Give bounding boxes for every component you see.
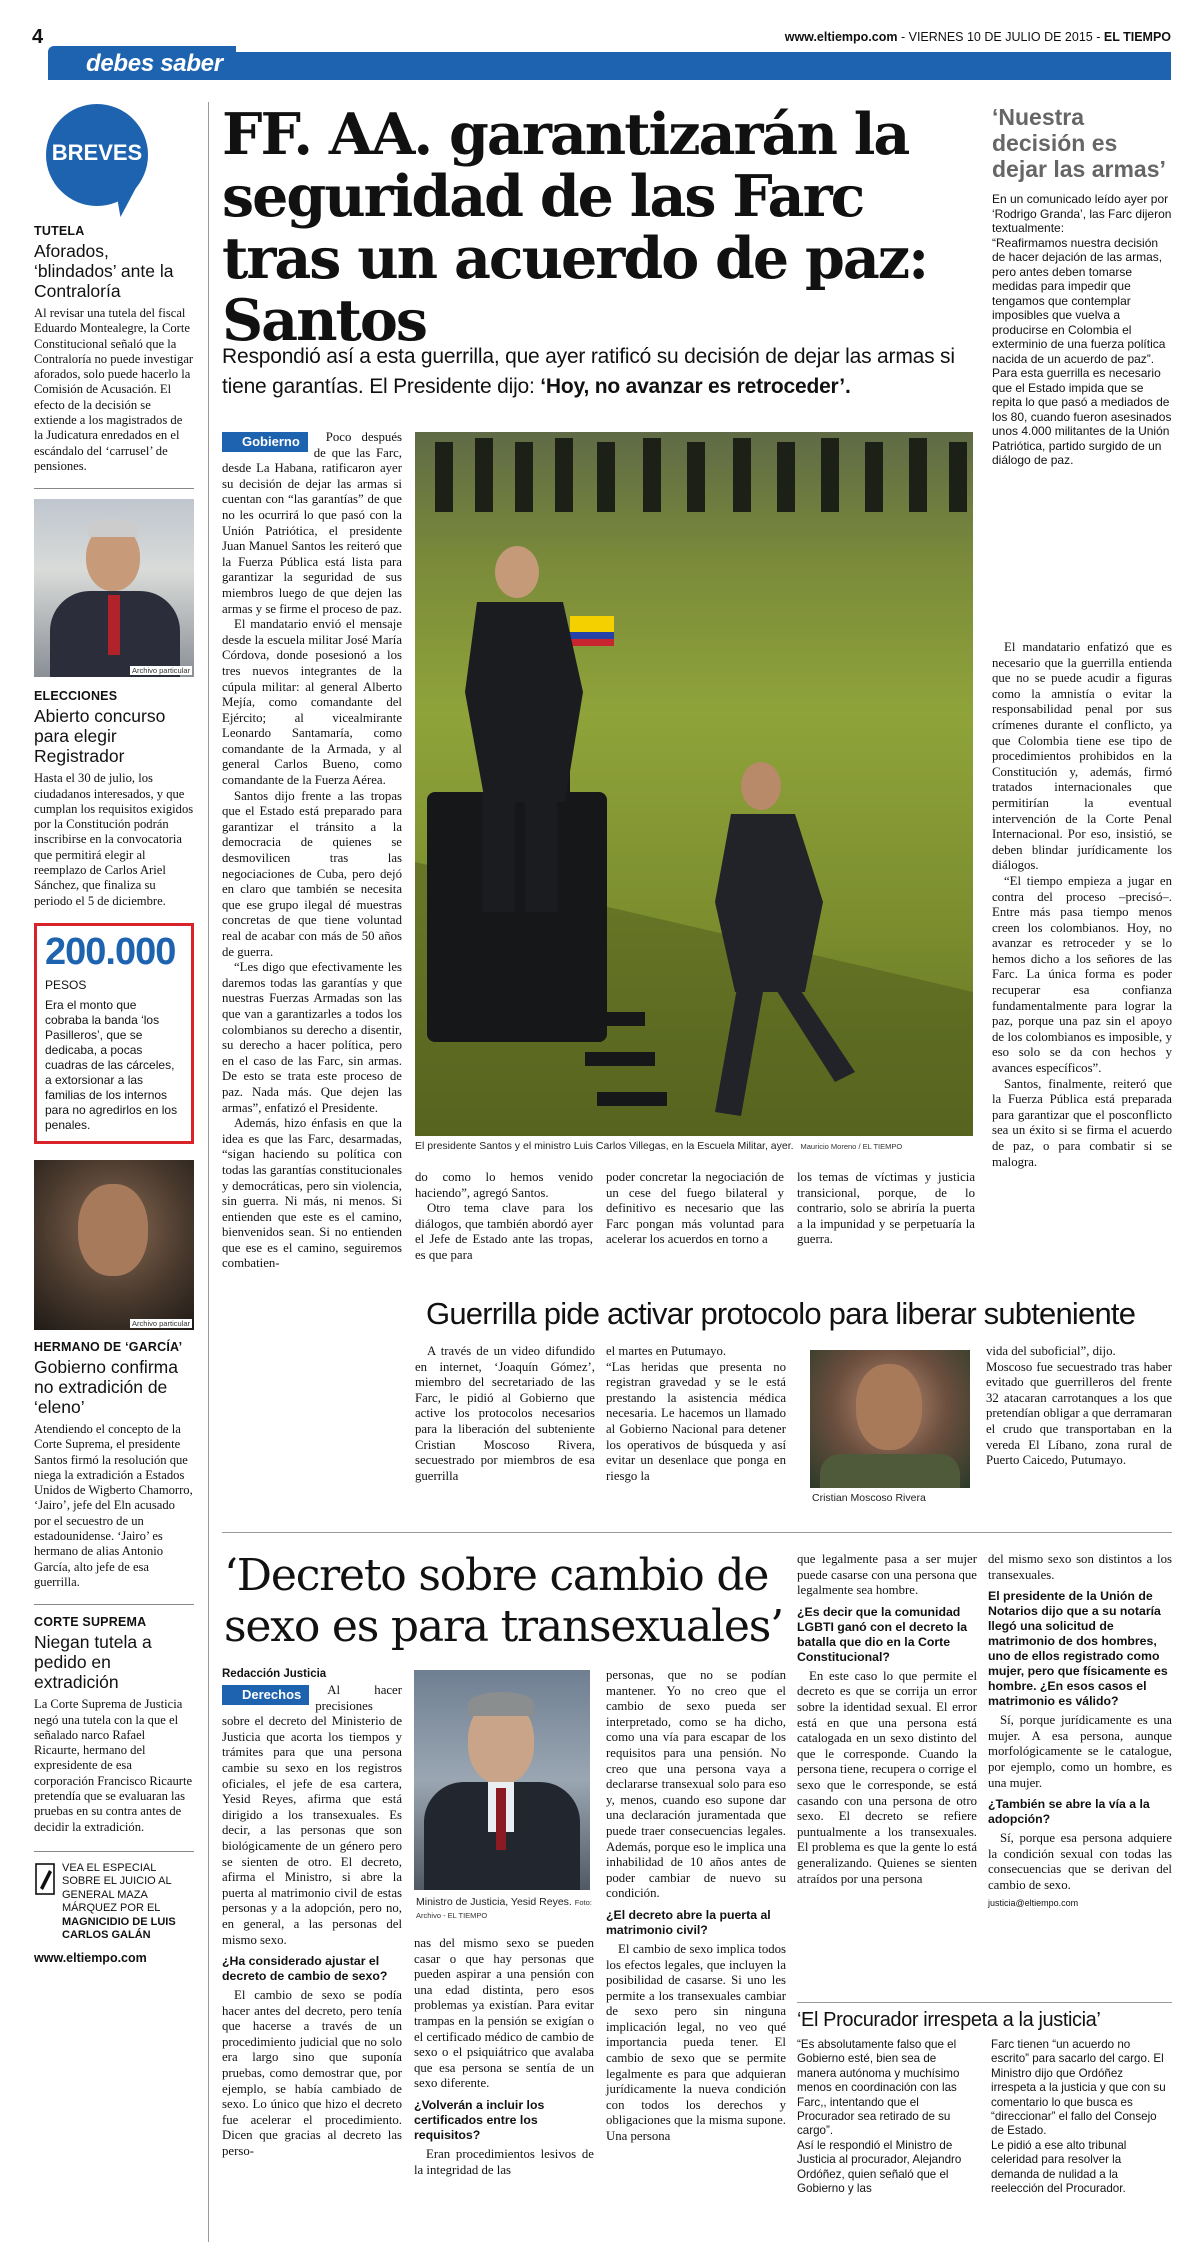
body-paragraph: nas del mismo sexo se pueden casar o que hay personas que pueden aspirar a una pensión con una edad distinta, pero esos problemas ya existían. Para evitar trampas en la pensión se exigían o el certificado médico de cambio de sexo o el psiquiátrico que avalaba que esa persona se sentía de un sexo diferente. bbox=[414, 1936, 594, 2091]
quote-box bbox=[992, 104, 1172, 468]
main-photo bbox=[415, 432, 973, 1136]
brief-body: Al revisar una tutela del fiscal Eduardo Montealegre, la Corte Constitucional señaló que la Contraloría no puede investigar aforados, solo puede hacerlo la Comisión de Acusación. El efecto de la decisión se extiende a los magistrados de la Judicatura enredados en el escándalo del ‘carrusel’ de pensiones. bbox=[34, 306, 194, 473]
tie-shape bbox=[108, 595, 120, 655]
body-paragraph: el martes en Putumayo. “Las heridas que presenta no registran gravedad y se le está prestando la asistencia médica necesaria. Le hacemos un llamado al Gobierno Nacional para detener los operativos de búsqueda y así evitar un desenlace que ponga en riesgo la bbox=[606, 1344, 786, 1483]
stat-value: 200.000 bbox=[45, 930, 176, 973]
minister-caption bbox=[416, 1896, 592, 1922]
body-paragraph: “Les digo que efectivamente les daremos todas las garantías y que nuestras Fuerzas Armadas son las que van a garantizarles a todos los colombianos su derecho a disentir, su derecho a hacer política, pero en el caso de las Farc, sin armas. De esto se trata este proceso de paz. Nada más. Que dejen las armas”, enfatizó el Presidente. bbox=[222, 960, 402, 1115]
under-photo-col bbox=[606, 1170, 784, 1248]
procurador-box bbox=[797, 2002, 1172, 2196]
body-paragraph: Derechos Al hacer precisiones sobre el decreto del Ministerio de Justicia que acorta los tiempos y trámites para que una persona cambie su sexo en los registros oficiales, el jefe de esa cartera, Yesid Reyes, afirma que está dirigido a los transexuales. Es decir, a las personas que son biológicamente de un género pero se sienten de otro. El decreto, afirma el Ministro, si abre la puerta al matrimonio civil de estas personas y a la adopción, pero no, en general, a las personas del mismo sexo. bbox=[222, 1683, 402, 1947]
interview-question: ¿Ha considerado ajustar el decreto de cambio de sexo? bbox=[222, 1954, 388, 1984]
body-paragraph: que legalmente pasa a ser mujer puede casarse con una persona que legalmente sea hombre. bbox=[797, 1552, 977, 1598]
body-paragraph: vida del suboficial”, dijo. Moscoso fue secuestrado tras haber evitado que guerrilleros del frente 32 atacaran carrotanques a los que pretendían obligar a que derramaran el crudo que transportaban en la vereda El Líbano, zona rural de Puerto Caicedo, Putumayo. bbox=[986, 1344, 1172, 1468]
decreto-col-2 bbox=[414, 1936, 594, 2178]
body-paragraph: Además, hizo énfasis en que la idea es que las Farc, desarmadas, “sigan haciendo su política con todas las garantías constitucionales y democráticas, pero sin violencia, sin guerra. Ni más, ni menos. Si entienden que este es el camino, bienvenidos sean. Si no entienden que ese es el camino, seguiremos combatien- bbox=[222, 1116, 402, 1271]
topic-tag[interactable]: Derechos bbox=[222, 1685, 309, 1705]
photo-caption bbox=[415, 1140, 973, 1153]
face-shape bbox=[856, 1364, 922, 1450]
interview-question: ¿También se abre la vía a la adopción? bbox=[988, 1797, 1150, 1827]
under-photo-col bbox=[797, 1170, 975, 1248]
section-divider bbox=[222, 1532, 1172, 1533]
body-paragraph: Sí, porque jurídicamente es una mujer. A esa persona, aunque morfológicamente se le catalogue, por ejemplo, como un hombre, es una mujer. bbox=[988, 1713, 1172, 1790]
brief-body: La Corte Suprema de Justicia negó una tutela con la que el señalado narco Rafael Ricaurte, hermano del expresidente de esa corporación Francisco Ricaurte pretendía que se evaluaran las pruebas en su contra antes de decidir la extradición. bbox=[34, 1697, 193, 1834]
body-paragraph: El mandatario enfatizó que es necesario que la guerrilla entienda que no se puede acudir a figuras como la amnistía o evitar la responsabilidad penal por sus crímenes durante el conflicto, ya que Colombia tiene ese tipo de procedimientos prohibidos en la Constitución y, además, firmó tratados internacionales que permitirían la eventual intervención de la Corte Penal Internacional. Por eso, insistió, se deben blindar jurídicamente los diálogos. bbox=[992, 640, 1172, 873]
photo-credit: Archivo particular bbox=[132, 666, 190, 676]
hair-shape bbox=[88, 519, 138, 537]
breves-badge bbox=[46, 104, 154, 216]
body-paragraph: do como lo hemos venido haciendo”, agregó Santos. bbox=[415, 1170, 593, 1200]
main-column-1 bbox=[222, 430, 402, 1272]
tie-shape bbox=[496, 1788, 506, 1850]
sub-col-3 bbox=[986, 1344, 1172, 1469]
deck-quote: ‘Hoy, no avanzar es retroceder’. bbox=[540, 375, 851, 398]
brief-title: Niegan tutela a pedido en extradición bbox=[34, 1632, 152, 1693]
quote-paragraph: Para esta guerrilla es necesario que el Estado impida que se repita lo que pasó a mediados de los 80, cuando fueron asesinados unos 4.000 militantes de la Unión Patriótica, partido surgido de un diálogo de paz. bbox=[992, 366, 1172, 467]
author-email[interactable]: justicia@eltiempo.com bbox=[988, 1897, 1079, 1908]
separator: - bbox=[1096, 30, 1104, 44]
photo-credit: Foto: Archivo - EL TIEMPO bbox=[416, 1898, 592, 1920]
brief-kicker: ELECCIONES bbox=[34, 689, 118, 704]
brief-kicker: HERMANO DE ‘GARCÍA’ bbox=[34, 1339, 183, 1354]
pencil-icon bbox=[34, 1862, 56, 1896]
main-column-right bbox=[992, 640, 1172, 1170]
byline: Redacción Justicia bbox=[222, 1668, 327, 1680]
photo-credit: Archivo particular bbox=[132, 1318, 190, 1328]
sub-col-2 bbox=[606, 1344, 786, 1484]
brief-title: Gobierno confirma no extradición de ‘eleno’ bbox=[34, 1356, 178, 1417]
interview-question: ¿Es decir que la comunidad LGBTI ganó con el decreto la batalla que dio en la Corte Constitucional? bbox=[797, 1604, 968, 1664]
sidebar bbox=[34, 104, 194, 1965]
body-paragraph: Eran procedimientos lesivos de la integridad de las bbox=[414, 2146, 594, 2177]
body-paragraph: personas, que no se podían mantener. Yo no creo que el cambio de sexo pueda ser interpretado, como se ha dicho, como una vía para escapar de los requisitos para una pensión. No creo que una persona vaya a declararse transexual solo para eso y, menos, cuando eso supone dar una declaración juramentada que puede traer consecuencias legales. Además, porque eso le implica una inhabilidad de 10 años antes de poder cambiar de nuevo su condición. bbox=[606, 1668, 786, 1901]
decreto-col-3 bbox=[606, 1668, 786, 2145]
site-link[interactable]: www.eltiempo.com bbox=[784, 30, 898, 44]
page-number: 4 bbox=[32, 26, 44, 48]
body-paragraph: Santos dijo frente a las tropas que el Estado está preparado para garantizar el tránsito a la democracia de quienes se desmovilicen tras las negociaciones de Cuba, pero dejó en claro que también se necesita que ese grupo ilegal dé muestras concretas de que tiene voluntad real de acabar con más de 50 años de guerra. bbox=[222, 788, 402, 959]
uniform-shape bbox=[820, 1454, 960, 1488]
sub-col-1 bbox=[415, 1344, 595, 1484]
main-deck bbox=[222, 342, 982, 402]
divider bbox=[34, 488, 194, 489]
brief-title: Abierto concurso para elegir Registrador bbox=[34, 706, 166, 767]
quote-paragraph: En un comunicado leído ayer por ‘Rodrigo Granda’, las Farc dijeron textualmente: bbox=[992, 192, 1172, 235]
body-paragraph: Sí, porque esa persona adquiere la condición sexual con todas las consecuencias que se derivan del cambio de sexo. bbox=[988, 1831, 1172, 1892]
photo-credit: Mauricio Moreno / EL TIEMPO bbox=[800, 1142, 903, 1151]
topic-tag[interactable]: Gobierno bbox=[222, 432, 308, 452]
procurador-col: “Es absolutamente falso que el Gobierno esté, bien sea de manera autónoma y muchísimo menos en coordinación con las Farc,, intentando que el Procurador sea retirado de su cargo”. Así le respondió el Ministro de Justicia al procurador, Alejandro Ordóñez, quien señaló que el Gobierno y las bbox=[797, 2038, 962, 2196]
stat-text: Era el monto que cobraba la banda ‘los Pasilleros’, que se dedicaba, a pocas cuadras de las cárceles, a extorsionar a las familias de los internos para no agredirlos en los penales. bbox=[45, 997, 178, 1132]
footer-site[interactable]: www.eltiempo.com bbox=[34, 1950, 147, 1965]
divider bbox=[34, 1851, 194, 1852]
stat-unit: PESOS bbox=[45, 977, 87, 992]
brief-kicker: CORTE SUPREMA bbox=[34, 1615, 147, 1630]
interview-question: ¿El decreto abre la puerta al matrimonio civil? bbox=[606, 1907, 771, 1937]
body-paragraph: “El tiempo empieza a jugar en contra del proceso –precisó–. Entre más pasa tiempo menos creen los colombianos. Hoy, no avanzar es retroceder y se lo hemos dicho a los señores de las Farc. La única forma es poder recuperar esa confianza fundamentalmente para lograr la paz, porque una paz sin el apoyo de los colombianos es imposible, y eso solo se da con hechos y avances específicos”. bbox=[992, 873, 1172, 1076]
promo-box[interactable] bbox=[34, 1862, 194, 1943]
sub-headline: Guerrilla pide activar protocolo para liberar subteniente bbox=[426, 1296, 1136, 1331]
body-paragraph: El cambio de sexo implica todos los efectos legales, que incluyen la posibilidad de casarse. Si uno les permite a los transexuales cambiar de sexo pero sin ninguna implicación legal, no veo qué importancia pueda tener. El cambio de sexo que se permite legalmente es para que adquieran jurídicamente la nueva condición con todos los derechos y obligaciones que la misma supone. Una persona bbox=[606, 1941, 786, 2144]
decreto-col-1 bbox=[222, 1668, 402, 2160]
caption-text: El presidente Santos y el ministro Luis Carlos Villegas, en la Escuela Militar, ayer. bbox=[415, 1140, 794, 1152]
promo-highlight: MAGNICIDIO DE LUIS CARLOS GALÁN bbox=[62, 1915, 176, 1942]
body-paragraph: Gobierno Poco después de que las Farc, desde La Habana, ratificaron ayer su decisión de dejar las armas si cuentan con “las garantías” de que no les ocurrirá lo que pasó con la Unión Patriótica, el presidente Juan Manuel Santos les reiteró que la Fuerza Pública está lista para garantizar la seguridad de sus miembros luego de que dejen las armas y se firme el proceso de paz. bbox=[222, 430, 402, 616]
under-photo-col bbox=[415, 1170, 593, 1264]
body-paragraph: poder concretar la negociación de un cese del fuego bilateral y definitivo es necesario que las Farc pongan más voluntad para acelerar los acuerdos en torno a bbox=[606, 1170, 784, 1247]
brief-kicker: TUTELA bbox=[34, 224, 85, 238]
promo-text: VEA EL ESPECIAL SOBRE EL JUICIO AL GENERAL MAZA MÁRQUEZ POR EL bbox=[62, 1861, 172, 1915]
decreto-headline: ‘Decreto sobre cambio de sexo es para transexuales’ bbox=[224, 1550, 783, 1652]
separator: - bbox=[900, 30, 909, 44]
section-label: debes saber bbox=[86, 50, 223, 77]
caption-text: Ministro de Justicia, Yesid Reyes. bbox=[416, 1896, 572, 1908]
decreto-col-4 bbox=[797, 1552, 977, 1887]
body-paragraph: El cambio de sexo se podía hacer antes del decreto, pero tenía que hacerse a través de un procedimiento judicial que no solo era largo sino que suponía pruebas, como demostrar que, por ejemplo, se había cambiado de sexo. Lo único que hizo el decreto fue acelerar el procedimiento. Dicen que gracias al decreto las perso- bbox=[222, 1988, 402, 2159]
body-paragraph: Santos, finalmente, reiteró que la Fuerza Pública está preparada para garantizar que el posconflicto sea un éxito si se firma el acuerdo de paz, o para combatir si se malogra. bbox=[992, 1076, 1172, 1169]
suspect-photo bbox=[34, 1160, 194, 1330]
brief-body: Hasta el 30 de julio, los ciudadanos interesados, y que cumplan los requisitos exigidos por la Constitución podrán inscribirse en la convocatoria que permitirá elegir al reemplazo de Carlos Ariel Sánchez, que finaliza su periodo el 5 de diciembre. bbox=[34, 771, 194, 908]
issue-date: VIERNES 10 DE JULIO DE 2015 bbox=[908, 30, 1093, 44]
interview-question: El presidente de la Unión de Notarios dijo que a su notaría llegó una solicitud de matrimonio de dos hombres, uno de ellos registrado como mujer, pero que físicamente es hombre. ¿En esos casos el matrimonio es válido? bbox=[988, 1589, 1168, 1709]
procurador-headline: ‘El Procurador irrespeta a la justicia’ bbox=[797, 2009, 1101, 2031]
procurador-col: Farc tienen “un acuerdo no escrito” para sacarlo del cargo. El Ministro dijo que Ordóñez irrespeta a la justicia y que con su comentario lo que busca es “direccionar” el fallo del Consejo de Estado. Le pidió a ese alto tribunal celeridad para resolver la demanda de nulidad a la reelección del Procurador. bbox=[991, 2038, 1166, 2196]
hair-shape bbox=[468, 1692, 534, 1716]
body-paragraph: Otro tema clave para los diálogos, que también abordó ayer el Jefe de Estado ante las tropas, es que para bbox=[415, 1201, 593, 1262]
hostage-photo bbox=[810, 1350, 970, 1488]
quote-paragraph: “Reafirmamos nuestra decisión de hacer dejación de las armas, pero antes deben tomarse medidas para impedir que tengamos que contemplar imposibles que vuelva a producirse en Colombia el exterminio de una fuerza política nacida de un acuerdo de paz”. bbox=[992, 235, 1166, 366]
decreto-col-5 bbox=[988, 1552, 1172, 1908]
brief-title: Aforados, ‘blindados’ ante la Contraloría bbox=[34, 241, 174, 301]
divider bbox=[34, 1604, 194, 1605]
body-paragraph: los temas de víctimas y justicia transicional, porque, de lo contrario, solo se abriría la puerta a la impunidad y se perpetuaría la guerra. bbox=[797, 1170, 975, 1247]
brief-body: Atendiendo el concepto de la Corte Suprema, el presidente Santos firmó la resolución que niega la extradición a Estados Unidos de Wigberto Chamorro, ‘Jairo’, jefe del Eln acusado por el secuestro de un estadounidense. ‘Jairo’ es hermano de alias Antonio García, alto jefe de esa guerrilla. bbox=[34, 1421, 193, 1589]
minister-photo bbox=[414, 1670, 590, 1890]
body-paragraph: del mismo sexo son distintos a los transexuales. bbox=[988, 1552, 1172, 1582]
body-paragraph: El mandatario envió el mensaje desde la escuela militar José María Córdova, donde posesionó a los tres nuevos integrantes de la cúpula militar: al general Alberto Mejía, como comandante del Ejército; al vicealmirante Leonardo Santamaría, como comandante de la Armada, y al general Carlos Bueno, como comandante de la Fuerza Aérea. bbox=[222, 617, 402, 788]
body-paragraph: En este caso lo que permite el decreto es que se corrija un error sobre la identidad sexual. El error está en que una persona está catalogada en un sexo distinto del que le corresponde. Cuando la persona tiene, recupera o corrige el sexo que le corresponde, se está casando con una persona de otro sexo. El decreto se refiere puntualmente a los transexuales. El problema es que la gente lo está generalizando. Quienes se sienten atraídos por una persona bbox=[797, 1668, 977, 1886]
interview-question: ¿Volverán a incluir los certificados entre los requisitos? bbox=[414, 2097, 545, 2142]
official-photo bbox=[34, 499, 194, 677]
brand-name: EL TIEMPO bbox=[1103, 30, 1171, 44]
deck-text: Respondió así a esta guerrilla, que ayer ratificó su decisión de dejar las armas si tiene garantías. El Presidente dijo: bbox=[222, 345, 955, 398]
face-shape bbox=[78, 1184, 148, 1276]
pull-quote: ‘Nuestra decisión es dejar las armas’ bbox=[992, 104, 1166, 182]
quote-body bbox=[992, 192, 1172, 468]
column-rule bbox=[208, 102, 209, 2242]
hostage-caption: Cristian Moscoso Rivera bbox=[812, 1492, 926, 1504]
main-headline: FF. AA. garantizarán la seguridad de las Farc tras un acuerdo de paz: Santos bbox=[222, 101, 928, 354]
breves-label: BREVES bbox=[51, 140, 143, 165]
body-paragraph: A través de un video difundido en internet, ‘Joaquín Gómez’, miembro del secretariado de las Farc, le pidió al Gobierno que active los protocolos necesarios para la liberación del subteniente Cristian Moscoso Rivera, secuestrado por miembros de esa guerrilla bbox=[415, 1344, 595, 1483]
stat-box bbox=[34, 923, 194, 1144]
header-meta bbox=[785, 30, 1171, 44]
